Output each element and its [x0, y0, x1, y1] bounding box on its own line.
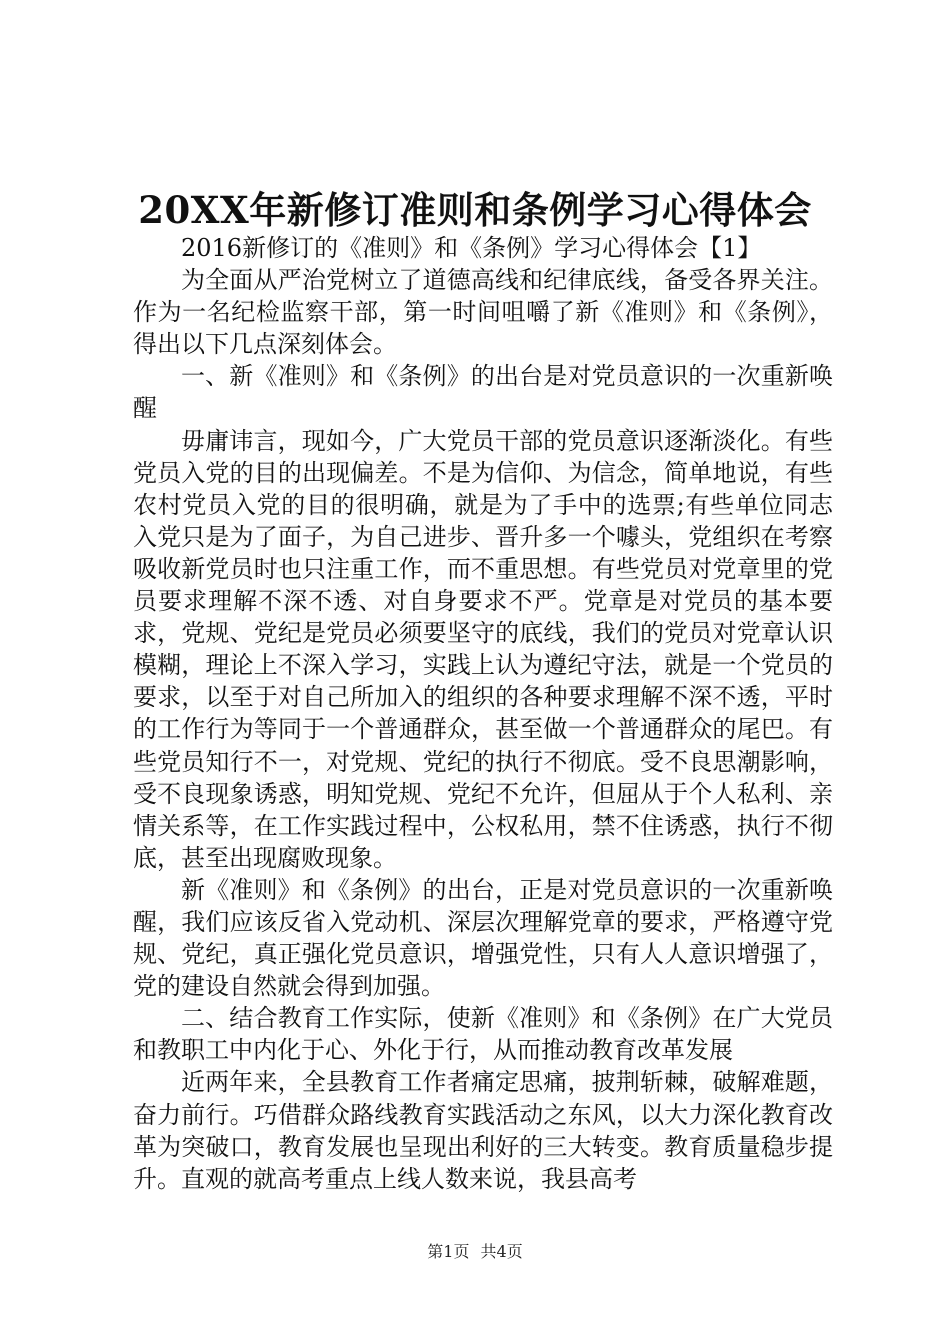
- document-title: 20XX年新修订准则和条例学习心得体会: [138, 188, 812, 232]
- page-number: 第1页: [427, 1242, 470, 1261]
- body-paragraph: 近两年来，全县教育工作者痛定思痛，披荆斩棘，破解难题，奋力前行。巧借群众路线教育实践活动之东风，以大力深化教育改革为突破口，教育发展也呈现出利好的三大转变。教育质量稳步提升。直观的就高考重点上线人数来说，我县高考: [133, 1068, 833, 1193]
- body-paragraph: 毋庸讳言，现如今，广大党员干部的党员意识逐渐淡化。有些党员入党的目的出现偏差。不是为信仰、为信念，简单地说，有些农村党员入党的目的很明确，就是为了手中的选票;有些单位同志入党只是为了面子，为自己进步、晋升多一个噱头，党组织在考察吸收新党员时也只注重工作，而不重思想。有些党员对党章里的党员要求理解不深不透、对自身要求不严。党章是对党员的基本要求，党规、党纪是党员必须要坚守的底线，我们的党员对党章认识模糊，理论上不深入学习，实践上认为遵纪守法，就是一个党员的要求，以至于对自己所加入的组织的各种要求理解不深不透，平时的工作行为等同于一个普通群众，甚至做一个普通群众的尾巴。有些党员知行不一，对党规、党纪的执行不彻底。受不良思潮影响，受不良现象诱惑，明知党规、党纪不允许，但屈从于个人私利、亲情关系等，在工作实践过程中，公权私用，禁不住诱惑，执行不彻底，甚至出现腐败现象。: [133, 426, 833, 872]
- intro-paragraph: 为全面从严治党树立了道德高线和纪律底线，备受各界关注。作为一名纪检监察干部，第一时间咀嚼了新《准则》和《条例》，得出以下几点深刻体会。: [133, 266, 833, 359]
- section-heading-one: 一、新《准则》和《条例》的出台是对党员意识的一次重新唤醒: [133, 362, 833, 423]
- subtitle-paragraph: 2016新修订的《准则》和《条例》学习心得体会【1】: [181, 234, 762, 262]
- body-paragraph: 新《准则》和《条例》的出台，正是对党员意识的一次重新唤醒，我们应该反省入党动机、深层次理解党章的要求，严格遵守党规、党纪，真正强化党员意识，增强党性，只有人人意识增强了，党的建设自然就会得到加强。: [133, 875, 833, 1001]
- page-footer: [0, 1240, 950, 1264]
- section-heading-two: 二、结合教育工作实际，使新《准则》和《条例》在广大党员和教职工中内化于心、外化于行，从而推动教育改革发展: [133, 1004, 833, 1065]
- document-body: [133, 232, 833, 1195]
- page-total: 共4页: [480, 1242, 523, 1261]
